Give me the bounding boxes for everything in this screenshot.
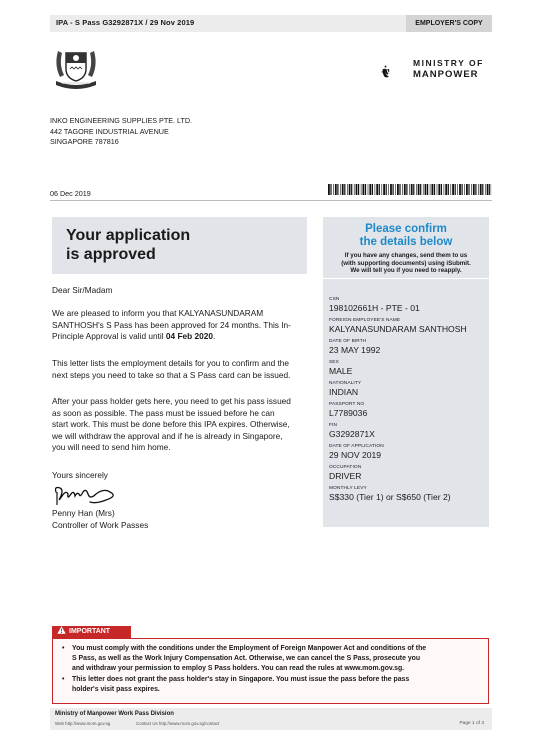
paragraph-line: as soon as possible. The pass must be issued before he can: [52, 407, 275, 418]
detail-value: L7789036: [329, 408, 368, 418]
company-address: [50, 116, 192, 148]
footer-web-link[interactable]: Web http://www.mom.gov.sg: [55, 721, 111, 726]
detail-value: S$330 (Tier 1) or S$650 (Tier 2): [329, 492, 451, 502]
detail-value: 23 MAY 1992: [329, 345, 381, 355]
footer-contact-link[interactable]: Contact Us http://www.mom.gov.sg/contact: [136, 721, 220, 726]
paragraph-line: start work. This must be done before this IPA expires. Otherwise,: [52, 419, 290, 430]
confirm-instructions: [323, 252, 489, 275]
signer-name: Penny Han (Mrs): [52, 508, 115, 518]
paragraph-details: [52, 358, 314, 381]
detail-label: DATE OF BIRTH: [329, 339, 367, 344]
detail-item: [329, 444, 489, 460]
footer-division: Ministry of Manpower Work Pass Division: [55, 711, 174, 717]
important-line: holder's visit pass expires.: [72, 686, 160, 693]
divider: [50, 200, 492, 201]
detail-label: DATE OF APPLICATION: [329, 444, 384, 449]
paragraph-line: we will withdraw the approval and if he is already in Singapore,: [52, 430, 283, 441]
copy-label: EMPLOYER'S COPY: [406, 15, 492, 32]
company-street: 442 TAGORE INDUSTRIAL AVENUE: [50, 126, 169, 136]
approval-title: [66, 226, 190, 264]
detail-item: [329, 486, 489, 502]
barcode: [328, 184, 492, 195]
important-item: [61, 644, 480, 674]
detail-item: [329, 402, 489, 418]
detail-value: MALE: [329, 366, 353, 376]
detail-value: 29 NOV 2019: [329, 450, 382, 460]
details-list: [323, 279, 489, 502]
validity-text: Principle Approval is valid until: [52, 331, 166, 342]
important-label-text: IMPORTANT: [69, 628, 111, 635]
detail-value: KALYANASUNDARAM SANTHOSH: [329, 324, 467, 334]
detail-item: [329, 297, 489, 313]
approval-title-line2: is approved: [66, 246, 156, 263]
detail-value: DRIVER: [329, 471, 362, 481]
company-name: INKO ENGINEERING SUPPLIES PTE. LTD.: [50, 116, 193, 125]
validity-end: .: [212, 331, 216, 342]
confirm-title-line2: the details below: [359, 236, 453, 248]
paragraph-line: you will need to send him home.: [52, 442, 171, 453]
salutation: Dear Sir/Madam: [52, 285, 113, 295]
detail-item: [329, 465, 489, 481]
paragraph-line: We are pleased to inform you that KALYANASUNDARAM: [52, 308, 264, 318]
detail-value: G3292871X: [329, 429, 375, 439]
detail-label: SEX: [329, 360, 339, 365]
paragraph-line: This letter lists the employment details for you to confirm and the: [52, 358, 290, 368]
signatory: [52, 508, 314, 531]
paragraph-next-steps: [52, 396, 314, 454]
confirm-instruction-line3: We will tell you if you need to reapply.: [350, 267, 462, 274]
important-item: [61, 675, 480, 695]
paragraph-line: After your pass holder gets here, you need to get his pass issued: [52, 396, 291, 406]
reference-number: IPA - S Pass G3292871X / 29 Nov 2019: [56, 18, 195, 27]
validity-date: 04 Feb 2020: [165, 331, 213, 342]
reference-bar: [50, 15, 492, 32]
detail-item: [329, 423, 489, 439]
approval-title-line1: Your application: [66, 227, 191, 244]
company-city: SINGAPORE 787816: [50, 137, 119, 146]
detail-label: FIN: [329, 423, 338, 428]
important-label: [52, 626, 131, 638]
detail-label: CSN: [329, 297, 340, 302]
ministry-of-manpower-logo-icon: [381, 48, 413, 96]
closing: Yours sincerely: [52, 470, 108, 480]
confirm-instruction-line1: If you have any changes, send them to us: [344, 252, 468, 259]
important-line: • This letter does not grant the pass holder's stay in Singapore. You must issue the pass before the pass: [72, 676, 410, 683]
approval-banner: [52, 217, 307, 274]
important-line: and withdraw your permission to employ S Pass holders. You can read the rules at www.mom.gov.sg.: [72, 665, 405, 672]
important-notice-box: [52, 638, 489, 704]
letter-date: 06 Dec 2019: [50, 189, 91, 198]
important-list: [61, 644, 480, 695]
detail-item: [329, 360, 489, 376]
detail-label: OCCUPATION: [329, 465, 362, 470]
paragraph-approval: [52, 308, 314, 343]
important-line: S Pass, as well as the Work Injury Compensation Act. Otherwise, we can cancel the S Pass, prosecute you: [72, 655, 421, 662]
detail-item: [329, 339, 489, 355]
detail-label: PASSPORT NO: [329, 402, 365, 407]
mom-wordmark-line1: MINISTRY OF: [413, 58, 484, 68]
page-number: Page 1 of 3: [459, 721, 484, 726]
mom-wordmark: [413, 58, 484, 80]
details-panel: [323, 217, 489, 527]
detail-item: [329, 381, 489, 397]
detail-value: INDIAN: [329, 387, 359, 397]
paragraph-line: SANTHOSH's S Pass has been approved for 24 months. This In-: [52, 319, 291, 330]
confirm-header: [323, 217, 489, 279]
detail-label: NATIONALITY: [329, 381, 362, 386]
detail-item: [329, 318, 489, 334]
paragraph-line: next steps you need to take so that a S Pass card can be issued.: [52, 369, 291, 380]
signer-title: Controller of Work Passes: [52, 519, 149, 530]
detail-value: 198102661H - PTE - 01: [329, 303, 420, 313]
warning-icon: [57, 626, 66, 634]
signature-image: [52, 482, 122, 508]
important-line: • You must comply with the conditions under the Employment of Foreign Manpower Act and conditions of the: [72, 645, 427, 652]
mom-wordmark-line2: MANPOWER: [413, 69, 479, 80]
confirm-instruction-line2: (with supporting documents) using iSubmit.: [341, 259, 471, 267]
detail-label: MONTHLY LEVY: [329, 486, 367, 491]
paragraph-line: [52, 331, 314, 343]
confirm-title: [323, 223, 489, 249]
footer: [50, 708, 492, 730]
detail-label: FOREIGN EMPLOYEE'S NAME: [329, 318, 401, 323]
confirm-title-line1: Please confirm: [365, 223, 447, 235]
singapore-coat-of-arms-icon: [50, 45, 102, 91]
